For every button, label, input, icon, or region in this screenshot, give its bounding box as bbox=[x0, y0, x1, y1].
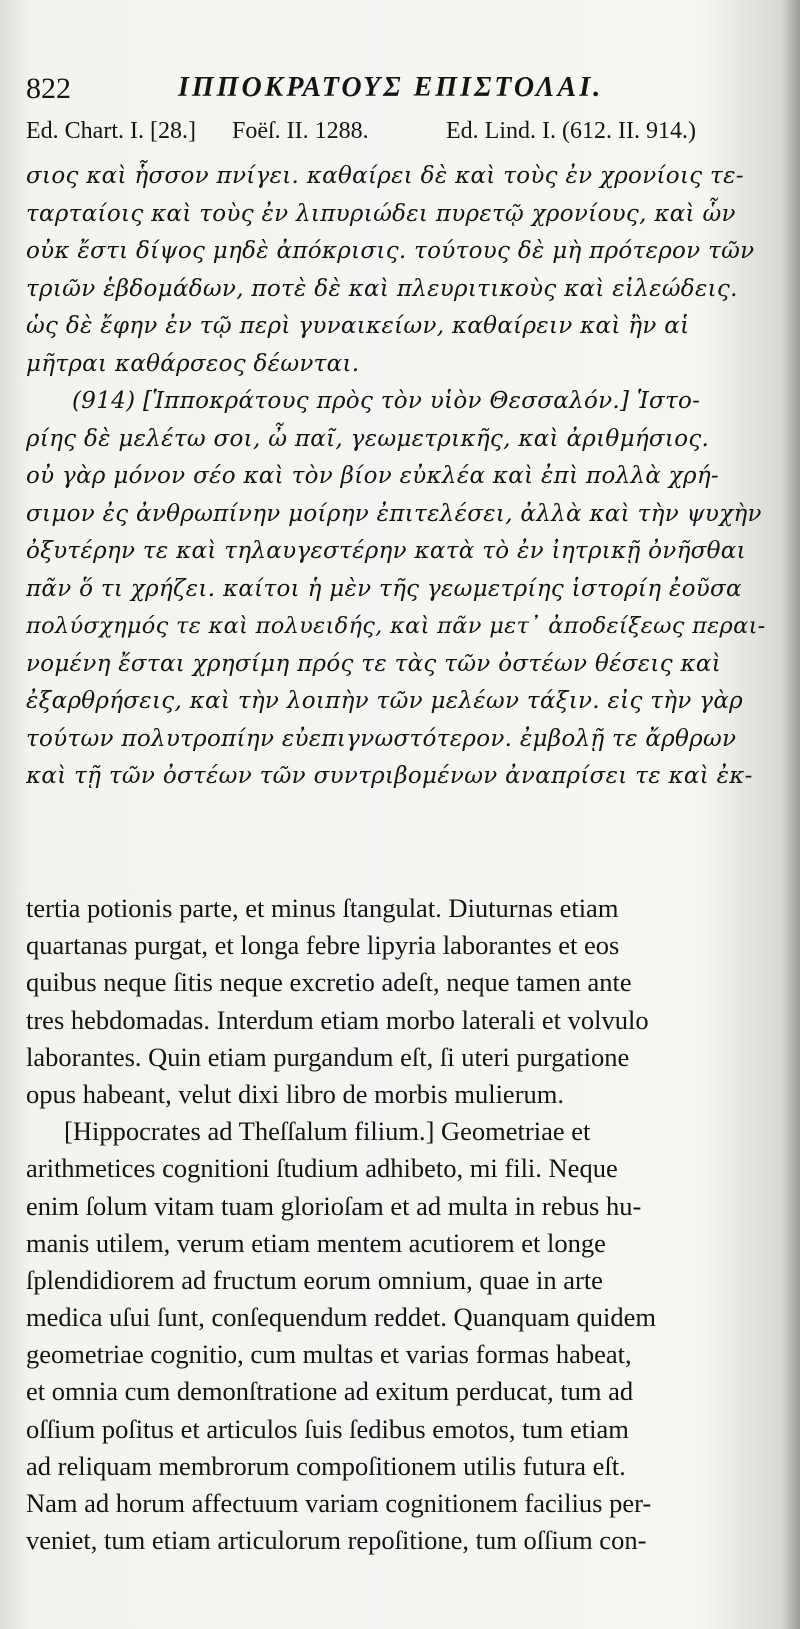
edition-chart: Ed. Chart. I. [28.] bbox=[26, 118, 196, 144]
greek-line: ὀξυτέρην τε καὶ τηλαυγεστέρην κατὰ τὸ ἐν ἰητρικῇ ὀνῆσθαι bbox=[26, 538, 746, 564]
latin-line: quartanas purgat, et longa febre lipyria laborantes et eos bbox=[26, 930, 620, 961]
header-title: ΙΠΠΟΚΡΑΤΟΥΣ ΕΠΙΣΤΟΛΑΙ. bbox=[178, 72, 604, 103]
latin-line: oſſium poſitus et articulos ſuis ſedibus emotos, tum etiam bbox=[26, 1413, 629, 1444]
greek-line: σιμον ἐς ἀνθρωπίνην μοίρην ἐπιτελέσει, ἀλλὰ καὶ τὴν ψυχὴν bbox=[26, 500, 762, 527]
latin-line: medica uſui ſunt, conſequendum reddet. Quanquam quidem bbox=[26, 1302, 656, 1333]
latin-line: enim ſolum vitam tuam glorioſam et ad multa in rebus hu- bbox=[26, 1190, 642, 1221]
latin-line: quibus neque ſitis neque excretio adeſt, neque tamen ante bbox=[26, 967, 632, 998]
page-number: 822 bbox=[26, 72, 71, 105]
greek-line: καὶ τῇ τῶν ὀστέων τῶν συντριβομένων ἀναπρίσει τε καὶ ἐκ- bbox=[26, 763, 753, 789]
latin-text bbox=[26, 890, 766, 1559]
latin-line: manis utilem, verum etiam mentem acutiorem et longe bbox=[26, 1227, 606, 1258]
greek-line-section-start: (914) [Ἱπποκράτους πρὸς τὸν υἱὸν Θεσσαλόν.] Ἱστο- bbox=[72, 388, 701, 414]
latin-line: et omnia cum demonſtratione ad exitum perducat, tum ad bbox=[26, 1376, 634, 1407]
latin-line: laborantes. Quin etiam purgandum eſt, ſi uteri purgatione bbox=[26, 1041, 630, 1072]
latin-line: arithmetices cognitioni ſtudium adhibeto, mi fili. Neque bbox=[26, 1153, 618, 1184]
greek-line: ἐξαρθρήσεις, καὶ τὴν λοιπὴν τῶν μελέων τάξιν. εἰς τὴν γὰρ bbox=[26, 688, 743, 714]
greek-line: τριῶν ἑβδομάδων, ποτὲ δὲ καὶ πλευριτικοὺς καὶ εἰλεώδεις. bbox=[26, 275, 738, 302]
greek-line: μῆτραι καθάρσεος δέωνται. bbox=[26, 350, 360, 377]
latin-line: tertia potionis parte, et minus ſtangulat. Diuturnas etiam bbox=[26, 893, 619, 923]
latin-line-section-start: [Hippocrates ad Theſſalum filium.] Geometriae et bbox=[64, 1116, 591, 1147]
edition-foes: Foëſ. II. 1288. bbox=[232, 118, 369, 144]
running-head bbox=[26, 72, 766, 112]
latin-line: tres hebdomadas. Interdum etiam morbo laterali et volvulo bbox=[26, 1004, 649, 1035]
greek-line: ταρταίοις καὶ τοὺς ἐν λιπυριώδει πυρετῷ χρονίους, καὶ ὧν bbox=[26, 200, 736, 227]
latin-line: opus habeant, velut dixi libro de morbis mulierum. bbox=[26, 1078, 565, 1109]
greek-line: σιος καὶ ἧσσον πνίγει. καθαίρει δὲ καὶ τοὺς ἐν χρονίοις τε- bbox=[26, 163, 744, 189]
latin-line: veniet, tum etiam articulorum repoſitione, tum oſſium con- bbox=[26, 1525, 647, 1556]
greek-line: πολύσχημός τε καὶ πολυειδής, καὶ πᾶν μετ᾽ ἀποδείξεως περαι- bbox=[26, 613, 766, 639]
edition-lind: Ed. Lind. I. (612. II. 914.) bbox=[446, 118, 696, 144]
greek-line: οὐ γὰρ μόνον σέο καὶ τὸν βίον εὐκλέα καὶ ἐπὶ πολλὰ χρή- bbox=[26, 463, 720, 489]
latin-line: Nam ad horum affectuum variam cognitionem facilius per- bbox=[26, 1488, 652, 1518]
greek-line: οὐκ ἔστι δίψος μηδὲ ἀπόκρισις. τούτους δὲ μὴ πρότερον τῶν bbox=[26, 238, 755, 264]
greek-line: ρίης δὲ μελέτω σοι, ὦ παῖ, γεωμετρικῆς, καὶ ἀριθμήσιος. bbox=[26, 425, 710, 452]
greek-line: νομένη ἔσται χρησίμη πρός τε τὰς τῶν ὀστέων θέσεις καὶ bbox=[26, 650, 722, 677]
latin-line: ſplendidiorem ad fructum eorum omnium, quae in arte bbox=[26, 1264, 603, 1295]
greek-line: ὡς δὲ ἔφην ἐν τῷ περὶ γυναικείων, καθαίρειν καὶ ἢν αἱ bbox=[26, 313, 690, 339]
page-gutter-shadow bbox=[782, 0, 800, 1629]
greek-line: πᾶν ὅ τι χρήζει. καίτοι ἡ μὲν τῆς γεωμετρίης ἱστορίη ἐοῦσα bbox=[26, 575, 742, 602]
latin-line: geometriae cognitio, cum multas et varias formas habeat, bbox=[26, 1339, 632, 1370]
edition-references bbox=[26, 118, 766, 154]
latin-line: ad reliquam membrorum compoſitionem utilis futura eſt. bbox=[26, 1450, 626, 1481]
greek-line: τούτων πολυτροπίην εὐεπιγνωστότερον. ἐμβολῇ τε ἄρθρων bbox=[26, 725, 737, 752]
greek-text bbox=[26, 158, 766, 796]
